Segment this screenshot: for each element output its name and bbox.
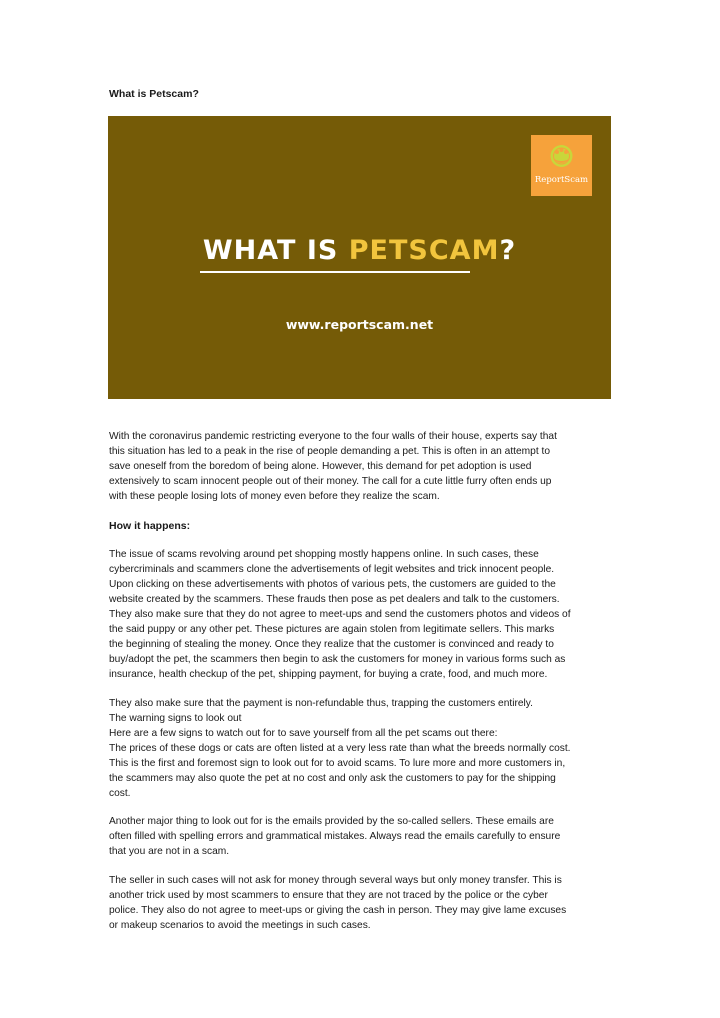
- transfer-paragraph: [109, 873, 614, 933]
- logo-text: ReportScam: [534, 175, 589, 185]
- how-paragraph: [109, 547, 614, 682]
- banner-title-accent: PETSCAM: [348, 235, 500, 266]
- how-line: the said puppy or any other pet. These pictures are again stolen from legitimate sellers. This marks: [109, 624, 555, 635]
- reportscam-logo: [531, 135, 592, 196]
- how-line: website created by the scammers. These frauds then pose as pet dealers and talk to the customers.: [109, 594, 560, 605]
- intro-line: With the coronavirus pandemic restricting everyone to the four walls of their house, experts say that: [109, 431, 557, 442]
- intro-line: save oneself from the boredom of being alone. However, this demand for pet adoption is used: [109, 461, 532, 472]
- emails-line: Another major thing to look out for is the emails provided by the so-called sellers. These emails are: [109, 816, 554, 827]
- warning-line: This is the first and foremost sign to look out for to avoid scams. To lure more and more customers in,: [109, 758, 566, 769]
- emails-line: that you are not in a scam.: [109, 846, 230, 857]
- transfer-line: another trick used by most scammers to ensure that they are not traced by the police or the cyber: [109, 890, 548, 901]
- warning-line: the scammers may also quote the pet at no cost and only ask the customers to pay for the shipping: [109, 773, 556, 784]
- how-line: insurance, health checkup of the pet, shipping payment, for buying a crate, food, and much more.: [109, 669, 548, 680]
- transfer-line: The seller in such cases will not ask for money through several ways but only money transfer. This is: [109, 875, 562, 886]
- how-line: the beginning of stealing the money. Once they realize that the customer is convinced and ready to: [109, 639, 554, 650]
- banner-title-start: WHAT IS: [202, 235, 349, 266]
- intro-line: this situation has led to a peak in the rise of people demanding a pet. This is often in an attempt to: [109, 446, 550, 457]
- banner-url: www.reportscam.net: [285, 317, 434, 332]
- section-heading: How it happens:: [109, 520, 191, 532]
- how-line: The issue of scams revolving around pet shopping mostly happens online. In such cases, these: [109, 549, 539, 560]
- intro-paragraph: [109, 429, 614, 504]
- warning-line: cost.: [109, 788, 131, 799]
- warning-line: The warning signs to look out: [109, 713, 242, 724]
- article-banner-image: [108, 116, 611, 399]
- how-line: Upon clicking on these advertisements with photos of various pets, the customers are guided to the: [109, 579, 556, 590]
- warning-line: They also make sure that the payment is non-refundable thus, trapping the customers entirely.: [109, 698, 533, 709]
- how-line: cybercriminals and scammers clone the advertisements of legit websites and trick innocent people.: [109, 564, 555, 575]
- emails-line: often filled with spelling errors and grammatical mistakes. Always read the emails carefully to ensure: [109, 831, 561, 842]
- lotus-emblem-icon: [531, 137, 592, 177]
- transfer-line: police. They also do not agree to meet-ups or giving the cash in person. They may give lame excuses: [109, 905, 567, 916]
- banner-title-end: ?: [499, 235, 517, 266]
- banner-title: [108, 235, 611, 266]
- transfer-line: or makeup scenarios to avoid the meetings in such cases.: [109, 920, 371, 931]
- page-title: What is Petscam?: [109, 88, 199, 100]
- warning-paragraph: [109, 696, 614, 801]
- warning-line: Here are a few signs to watch out for to save yourself from all the pet scams out there:: [109, 728, 498, 739]
- intro-line: extensively to scam innocent people out of their money. The call for a cute little furry often ends up: [109, 476, 552, 487]
- how-line: buy/adopt the pet, the scammers then begin to ask the customers for money in various forms such as: [109, 654, 566, 665]
- emails-paragraph: [109, 814, 614, 859]
- intro-line: with these people losing lots of money even before they realize the scam.: [109, 491, 440, 502]
- warning-line: The prices of these dogs or cats are often listed at a very less rate than what the breeds normally cost.: [109, 743, 571, 754]
- how-line: They also make sure that they do not agree to meet-ups and send the customers photos and videos of: [109, 609, 571, 620]
- banner-divider: [200, 271, 470, 273]
